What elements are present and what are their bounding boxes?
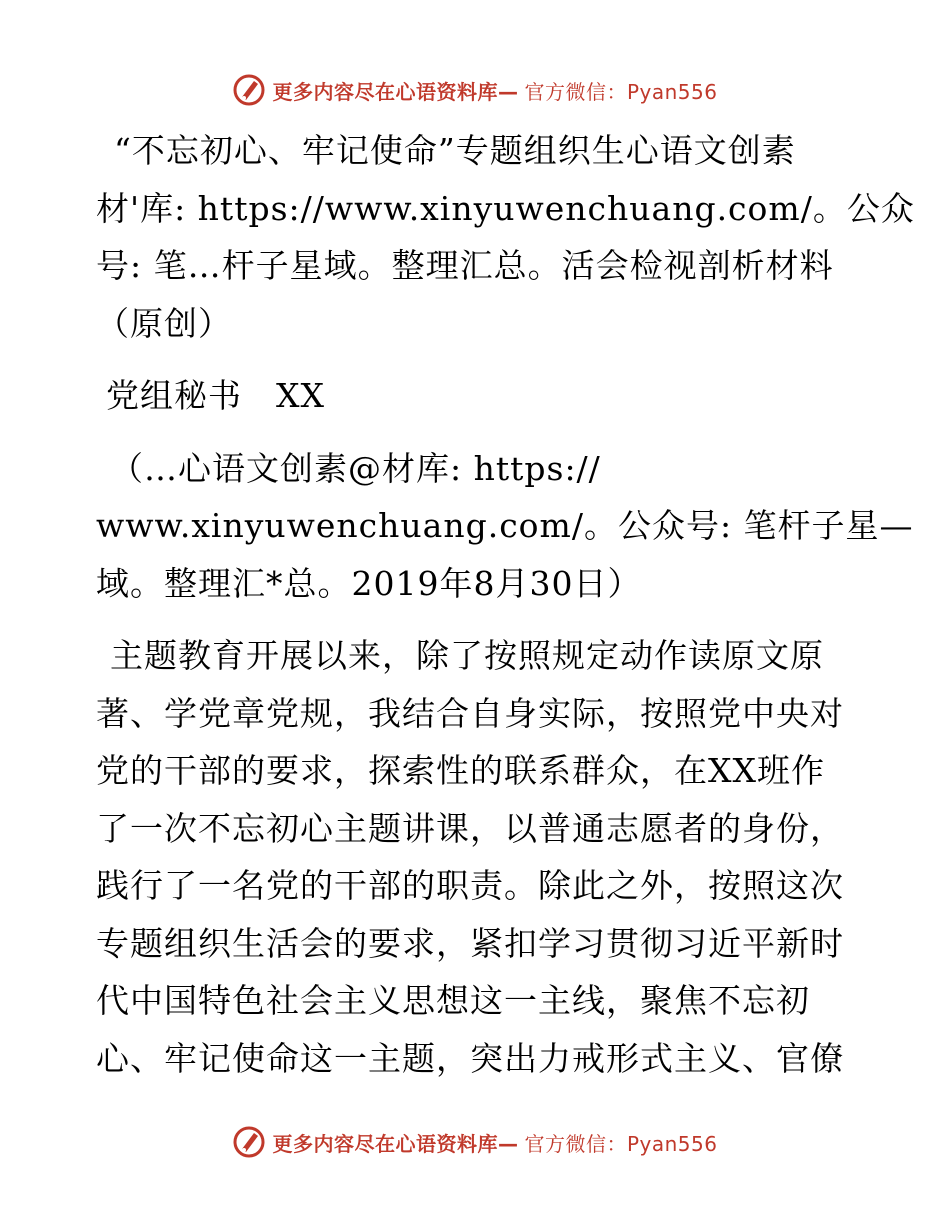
- source-line: 域。整理汇*总。2019年8月30日）: [96, 563, 642, 603]
- pen-logo-icon: [232, 73, 266, 107]
- title-line: “不忘初心、牢记使命”专题组织生心语文创素: [114, 131, 796, 170]
- paragraph-line: 心、牢记使命这一主题，突出力戒形式主义、官僚: [96, 1038, 844, 1078]
- header-banner-wechat: 官方微信：Pyan556: [524, 79, 718, 104]
- source-note: [96, 440, 914, 613]
- title-line: （原创）: [96, 303, 232, 343]
- document-title: [96, 122, 915, 352]
- title-line: 材'库: https://www.xinyuwenchuang.com/。公众: [96, 188, 915, 228]
- main-paragraph: [96, 627, 856, 1087]
- paragraph-line: 著、学党章党规，我结合自身实际，按照党中央对: [96, 693, 844, 733]
- paragraph-line: 代中国特色社会主义思想这一主线，聚焦不忘初: [96, 981, 810, 1020]
- header-banner-text: 更多内容尽在心语资料库—: [272, 79, 519, 104]
- title-line: 号: 笔…杆子星域。整理汇总。活会检视剖析材料: [96, 246, 834, 285]
- source-line: www.xinyuwenchuang.com/。公众号: 笔杆子星—: [96, 506, 914, 545]
- source-line: （…心语文创素@材库: https://: [110, 448, 601, 488]
- paragraph-line: 主题教育开展以来，除了按照规定动作读原文原: [110, 636, 824, 675]
- author-line: 党组秘书 XX: [106, 376, 325, 415]
- footer-banner-text: 更多内容尽在心语资料库—: [272, 1131, 519, 1156]
- header-banner: [0, 68, 950, 112]
- pen-logo-icon: [232, 1125, 266, 1159]
- document-body: [96, 122, 915, 1087]
- paragraph-line: 专题组织生活会的要求，紧扣学习贯彻习近平新时: [96, 923, 844, 963]
- footer-banner: [0, 1120, 950, 1164]
- paragraph-line: 践行了一名党的干部的职责。除此之外，按照这次: [96, 866, 844, 905]
- footer-banner-wechat: 官方微信：Pyan556: [524, 1131, 718, 1156]
- paragraph-line: 党的干部的要求，探索性的联系群众，在XX班作: [96, 751, 825, 790]
- paragraph-line: 了一次不忘初心主题讲课，以普通志愿者的身份，: [96, 808, 844, 848]
